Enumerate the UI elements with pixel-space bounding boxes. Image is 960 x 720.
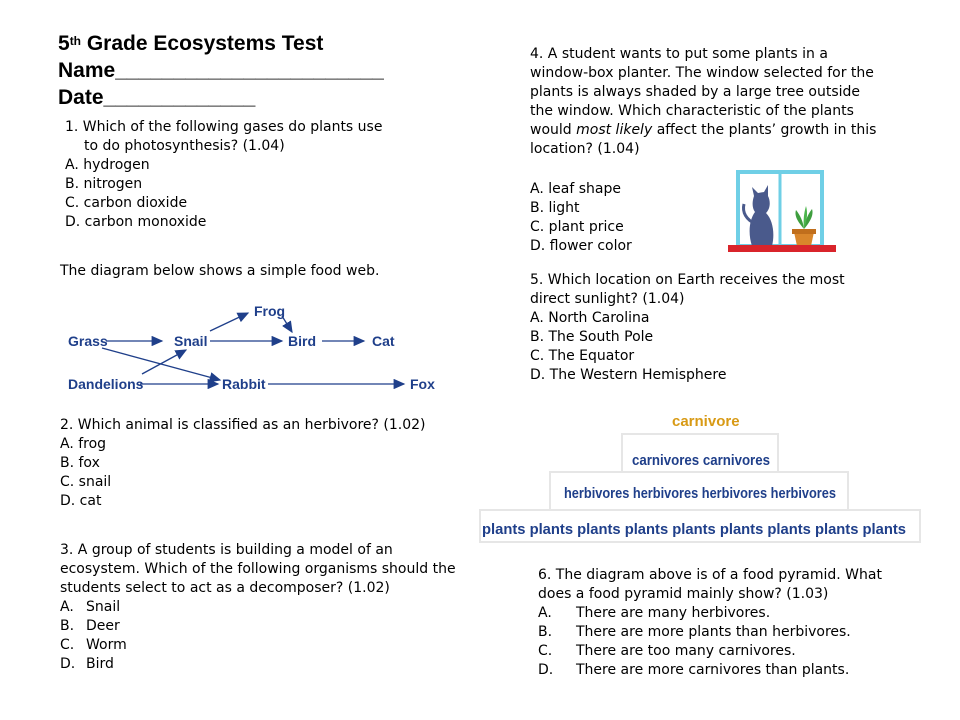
q6-option-c[interactable]: C. There are too many carnivores.: [538, 643, 796, 659]
question-1-text-cont: to do photosynthesis? (1.04): [84, 138, 285, 154]
window-sill: [728, 245, 836, 252]
question-4-text-cont4: would most likely affect the plants’ growth in this: [530, 122, 877, 138]
q1-option-a[interactable]: A. hydrogen: [65, 157, 150, 173]
question-5-text: 5. Which location on Earth receives the most: [530, 272, 845, 288]
q6-option-a[interactable]: A. There are many herbivores.: [538, 605, 771, 621]
question-4-text-cont2: plants is always shaded by a large tree outside: [530, 84, 861, 100]
question-3-text-cont2: students select to act as a decomposer? (1.02): [60, 580, 390, 596]
food-web-dandelions: Dandelions: [68, 376, 144, 392]
question-2: [60, 416, 426, 511]
food-web-cat: Cat: [372, 333, 395, 349]
question-3: [60, 541, 456, 674]
q2-option-d[interactable]: D. cat: [60, 493, 102, 509]
q1-option-d[interactable]: D. carbon monoxide: [65, 214, 207, 230]
q4-option-c[interactable]: C. plant price: [530, 219, 624, 235]
food-web-grass: Grass: [68, 333, 108, 349]
question-3-text-cont: ecosystem. Which of the following organisms should the: [60, 561, 456, 577]
question-4-text-cont3: the window. Which characteristic of the plants: [530, 103, 854, 119]
q3-option-d[interactable]: D. Bird: [60, 656, 114, 672]
q3-option-c[interactable]: C. Worm: [60, 637, 127, 653]
q1-option-b[interactable]: B. nitrogen: [65, 176, 143, 192]
question-6-text-cont: does a food pyramid mainly show? (1.03): [538, 586, 829, 602]
q5-option-b[interactable]: B. The South Pole: [530, 329, 654, 345]
food-web-arrows: [102, 313, 404, 384]
question-5: [530, 271, 845, 385]
q5-option-c[interactable]: C. The Equator: [530, 348, 635, 364]
q1-option-c[interactable]: C. carbon dioxide: [65, 195, 188, 211]
page-title: 5th Grade Ecosystems Test: [58, 32, 324, 55]
question-4-options: [530, 180, 632, 256]
question-4-text-cont5: location? (1.04): [530, 141, 640, 157]
q5-option-a[interactable]: A. North Carolina: [530, 310, 650, 326]
question-4-text-cont: window-box planter. The window selected for the: [530, 65, 874, 81]
test-header: [58, 30, 384, 111]
arrow-dandelions-snail: [142, 350, 186, 374]
q6-option-b[interactable]: B. There are more plants than herbivores.: [538, 624, 851, 640]
q6-option-d[interactable]: D. There are more carnivores than plants.: [538, 662, 850, 678]
q4-option-a[interactable]: A. leaf shape: [530, 181, 621, 197]
arrow-snail-frog: [210, 313, 248, 331]
question-6: [538, 566, 882, 680]
pyramid-row-herbivores: herbivores herbivores herbivores herbivores: [564, 485, 836, 502]
pyramid-row-plants: plants plants plants plants plants plants plants plants plants: [482, 521, 906, 538]
food-web-rabbit: Rabbit: [222, 376, 266, 392]
question-5-text-cont: direct sunlight? (1.04): [530, 291, 685, 307]
question-1-text: 1. Which of the following gases do plants use: [65, 119, 383, 135]
question-1-options: [65, 156, 206, 232]
q5-option-d[interactable]: D. The Western Hemisphere: [530, 367, 727, 383]
q2-option-a[interactable]: A. frog: [60, 436, 107, 452]
date-field-line[interactable]: Date_____________: [58, 86, 256, 109]
food-web-bird: Bird: [288, 333, 316, 349]
food-web-fox: Fox: [410, 376, 435, 392]
question-4: [530, 45, 876, 159]
question-3-text: 3. A group of students is building a model of an: [60, 542, 393, 558]
food-pyramid-diagram: [478, 404, 924, 544]
question-1: [65, 118, 382, 156]
q3-option-b[interactable]: B. Deer: [60, 618, 120, 634]
q4-option-d[interactable]: D. flower color: [530, 238, 632, 254]
food-web-intro: The diagram below shows a simple food web.: [60, 263, 380, 279]
pyramid-row-carnivores: carnivores carnivores: [632, 452, 770, 469]
window-planter-illustration: [728, 168, 836, 254]
food-web-diagram: [60, 298, 460, 398]
question-4-text: 4. A student wants to put some plants in a: [530, 46, 828, 62]
pyramid-top-label: carnivore: [672, 413, 740, 430]
food-web-frog: Frog: [254, 303, 286, 319]
q4-option-b[interactable]: B. light: [530, 200, 580, 216]
q3-option-a[interactable]: A. Snail: [60, 599, 121, 615]
food-web-snail: Snail: [174, 333, 208, 349]
q2-option-b[interactable]: B. fox: [60, 455, 100, 471]
name-field-line[interactable]: Name_______________________: [58, 59, 384, 82]
question-2-text: 2. Which animal is classified as an herbivore? (1.02): [60, 417, 426, 433]
q2-option-c[interactable]: C. snail: [60, 474, 112, 490]
question-6-text: 6. The diagram above is of a food pyramid. What: [538, 567, 882, 583]
